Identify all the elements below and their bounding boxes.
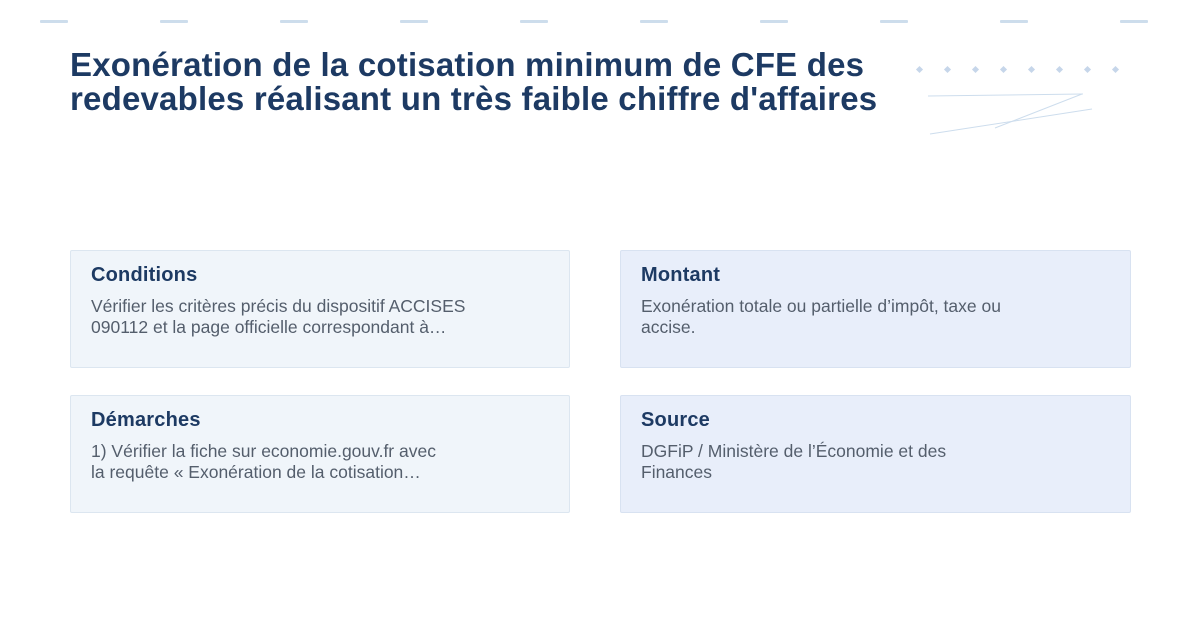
card-body — [641, 296, 1110, 338]
card-body — [641, 441, 1110, 483]
diamond-dot-icon — [972, 66, 979, 73]
card-body-line: Vérifier les critères précis du dispositif ACCISES — [91, 296, 466, 316]
diamond-dot-icon — [1056, 66, 1063, 73]
card-body — [91, 296, 549, 338]
dash-icon — [400, 20, 428, 23]
card-heading: Source — [641, 409, 711, 431]
dash-icon — [1120, 20, 1148, 23]
card-source — [620, 395, 1131, 513]
dash-icon — [520, 20, 548, 23]
top-dash-row — [40, 20, 1148, 23]
decor-dot-row — [917, 67, 1118, 72]
dash-icon — [760, 20, 788, 23]
card-body-line: accise. — [641, 317, 696, 337]
diamond-dot-icon — [1112, 66, 1119, 73]
diamond-dot-icon — [1000, 66, 1007, 73]
card-body-line: 1) Vérifier la fiche sur economie.gouv.fr avec — [91, 441, 436, 461]
dash-icon — [40, 20, 68, 23]
card-heading: Montant — [641, 264, 721, 286]
card-body-line: Finances — [641, 462, 713, 482]
title-line-2: redevables réalisant un très faible chiffre d'affaires — [70, 80, 878, 117]
info-cards — [70, 250, 1131, 513]
card-body-line: la requête « Exonération de la cotisation… — [91, 462, 421, 482]
title-line-1: Exonération de la cotisation minimum de CFE des — [70, 46, 865, 83]
card-demarches — [70, 395, 570, 513]
card-body-line: 090112 et la page officielle correspondant à… — [91, 317, 447, 337]
dash-icon — [160, 20, 188, 23]
card-heading: Conditions — [91, 264, 198, 286]
card-heading: Démarches — [91, 409, 201, 431]
dash-icon — [640, 20, 668, 23]
dash-icon — [1000, 20, 1028, 23]
decor-lines — [890, 80, 1200, 150]
diamond-dot-icon — [944, 66, 951, 73]
page-title — [70, 48, 877, 116]
card-conditions — [70, 250, 570, 368]
dash-icon — [280, 20, 308, 23]
diamond-dot-icon — [916, 66, 923, 73]
diamond-dot-icon — [1084, 66, 1091, 73]
card-montant — [620, 250, 1131, 368]
card-body — [91, 441, 549, 483]
card-body-line: Exonération totale ou partielle d’impôt, taxe ou — [641, 296, 1001, 316]
diamond-dot-icon — [1028, 66, 1035, 73]
dash-icon — [880, 20, 908, 23]
card-body-line: DGFiP / Ministère de l’Économie et des — [641, 441, 947, 461]
